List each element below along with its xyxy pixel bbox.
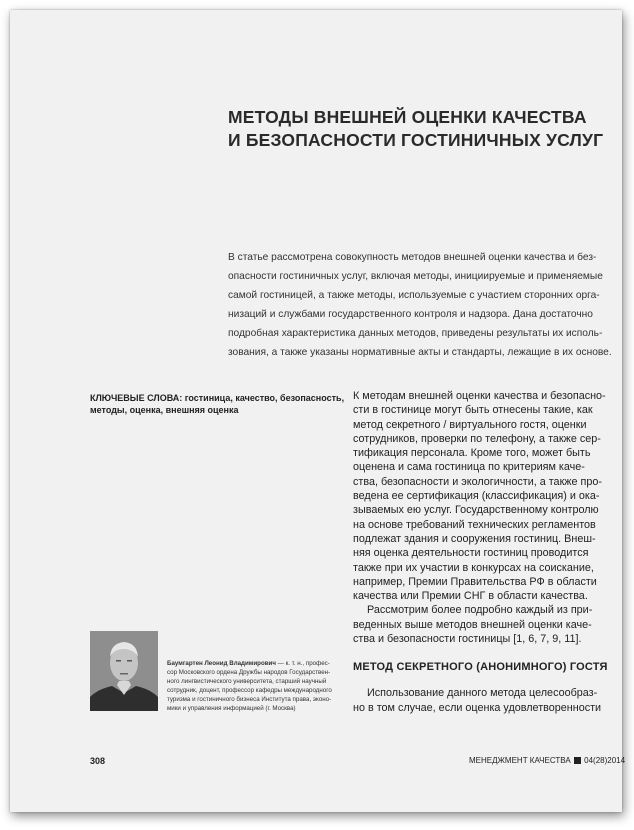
abstract-line: опасности гостиничных услуг, включая методы, инициируемые и применяемые (228, 271, 603, 282)
page-number: 308 (90, 756, 106, 766)
section-body-text (353, 686, 603, 715)
keywords-label: КЛЮЧЕВЫЕ СЛОВА: (90, 393, 183, 403)
keywords (90, 392, 345, 416)
journal-issue: 04(28)2014 (584, 756, 626, 765)
abstract (228, 248, 612, 362)
author-bio-line: сор Московского ордена Дружбы народов Государствен- (167, 669, 331, 676)
body-line: няя оценка деятельности гостиниц проводится (353, 547, 589, 560)
article-title (228, 106, 608, 152)
body-line: качества или Премии СНГ в области качества. (353, 590, 588, 603)
body-line: К методам внешней оценки качества и безопасно- (353, 390, 606, 402)
body-line: тификация персонала. Кроме того, может быть (353, 447, 591, 460)
body-line: метод секретного / виртуального гостя, оценки (353, 418, 587, 431)
body-line: ства и безопасности гостиницы [1, 6, 7, 9, 11]. (353, 633, 582, 646)
body-line: на основе требований технических регламентов (353, 518, 596, 531)
author-bio (167, 659, 337, 713)
body-line: но в том случае, если оценка удовлетворенности (353, 701, 602, 714)
body-line: сотрудников, проверки по телефону, а также сер- (353, 432, 601, 445)
square-bullet-icon (574, 757, 581, 764)
section-heading: МЕТОД СЕКРЕТНОГО (АНОНИМНОГО) ГОСТЯ (353, 661, 608, 673)
body-line: ведена ее сертификация (классификация) и ока- (353, 490, 600, 503)
article-title-line-1: МЕТОДЫ ВНЕШНЕЙ ОЦЕНКИ КАЧЕСТВА (228, 107, 587, 127)
body-line: веденных выше методов внешней оценки каче- (353, 618, 592, 631)
body-line: также при их участии в конкурсах на соискание, (353, 561, 594, 574)
abstract-line: низаций и службами государственного контроля и надзора. Дана достаточно (228, 309, 593, 320)
author-photo (90, 631, 158, 711)
abstract-line: зования, а также указаны нормативные акты и стандарты, лежащие в их основе. (228, 347, 612, 358)
body-line: Рассмотрим более подробно каждый из при- (367, 604, 593, 617)
journal-page (10, 10, 626, 812)
author-bio-line: сотрудник, доцент, профессор кафедры международного (167, 687, 332, 694)
author-bio-line: мики и управления информацией (г. Москва) (167, 705, 296, 712)
body-text (353, 389, 606, 646)
body-line: подлежат здания и сооружения гостиниц. Внеш- (353, 532, 596, 545)
abstract-line: самой гостиницей, а также методы, используемые с участием сторонних орга- (228, 290, 600, 301)
author-name: Баумгартен Леонид Владимирович (167, 660, 276, 667)
article-title-line-2: И БЕЗОПАСНОСТИ ГОСТИНИЧНЫХ УСЛУГ (228, 130, 604, 150)
keywords-list-cont: методы, оценка, внешняя оценка (90, 405, 239, 415)
abstract-line: подробная характеристика данных методов, приведены результаты их исполь- (228, 328, 603, 339)
journal-footer (469, 756, 625, 765)
body-line: например, Премии Правительства РФ в области (353, 575, 597, 588)
body-line: сти в гостинице могут быть отнесены такие, как (353, 404, 593, 417)
journal-name: МЕНЕДЖМЕНТ КАЧЕСТВА (469, 756, 571, 765)
author-bio-line: туризма и гостиничного бизнеса Института права, эконо- (167, 696, 332, 703)
author-bio-line: — к. т. н., профес- (275, 660, 330, 667)
abstract-line: В статье рассмотрена совокупность методов внешней оценки качества и без- (228, 252, 597, 263)
keywords-list: гостиница, качество, безопасность, (182, 393, 345, 403)
body-line: зываемых ею услуг. Государственному контролю (353, 504, 599, 517)
author-bio-line: ного лингвистического университета, старший научный (167, 678, 327, 685)
body-line: оценена и сама гостиница по критериям каче- (353, 461, 585, 474)
body-line: ства, безопасности и экологичности, а также про- (353, 475, 602, 488)
body-line: Использование данного метода целесообраз- (367, 687, 598, 699)
